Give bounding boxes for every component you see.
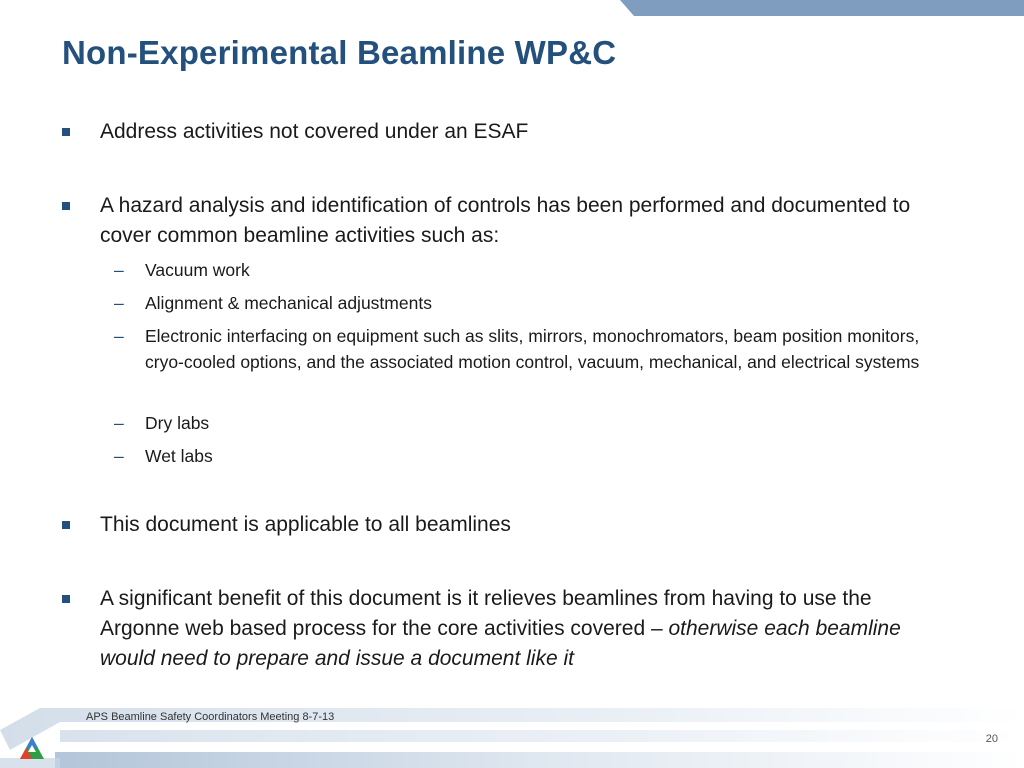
header-accent-band bbox=[0, 0, 1024, 16]
sub-bullet-text: Electronic interfacing on equipment such as slits, mirrors, monochromators, beam position monitors, cryo-cooled options, and the associated motion control, vacuum, mechanical, and electrical systems bbox=[145, 326, 920, 372]
bullet-text: A hazard analysis and identification of controls has been performed and documented to cover common beamline activities such as: bbox=[100, 194, 911, 247]
bullet-text: This document is applicable to all beamlines bbox=[100, 513, 511, 536]
sub-bullet-text: Alignment & mechanical adjustments bbox=[145, 293, 432, 313]
bullet-text bbox=[100, 584, 950, 674]
bullet-text-plain: A significant benefit of this document is it relieves beamlines from having to use the Argonne web based process for the core activities covered – bbox=[100, 587, 872, 640]
square-bullet-icon bbox=[62, 202, 70, 210]
sub-bullet-text: Dry labs bbox=[145, 413, 210, 433]
bullet-text: Address activities not covered under an ESAF bbox=[100, 120, 529, 143]
dash-bullet-icon: – bbox=[114, 413, 124, 433]
square-bullet-icon bbox=[62, 595, 70, 603]
sub-bullet-text: Wet labs bbox=[145, 446, 213, 466]
dash-bullet-icon: – bbox=[114, 260, 124, 280]
dash-bullet-icon: – bbox=[114, 446, 124, 466]
dash-bullet-icon: – bbox=[114, 293, 124, 313]
dash-bullet-icon: – bbox=[114, 326, 124, 346]
bullet-text-emphasis: otherwise each beamline would need to prepare and issue a document like it bbox=[100, 617, 901, 670]
slide-title: Non-Experimental Beamline WP&C bbox=[62, 34, 617, 71]
square-bullet-icon bbox=[62, 128, 70, 136]
argonne-logo-icon bbox=[19, 736, 45, 760]
square-bullet-icon bbox=[62, 521, 70, 529]
footer-meeting-label: APS Beamline Safety Coordinators Meeting 8-7-13 bbox=[86, 711, 335, 723]
sub-bullet-text: Vacuum work bbox=[145, 260, 250, 280]
page-number: 20 bbox=[985, 733, 998, 745]
